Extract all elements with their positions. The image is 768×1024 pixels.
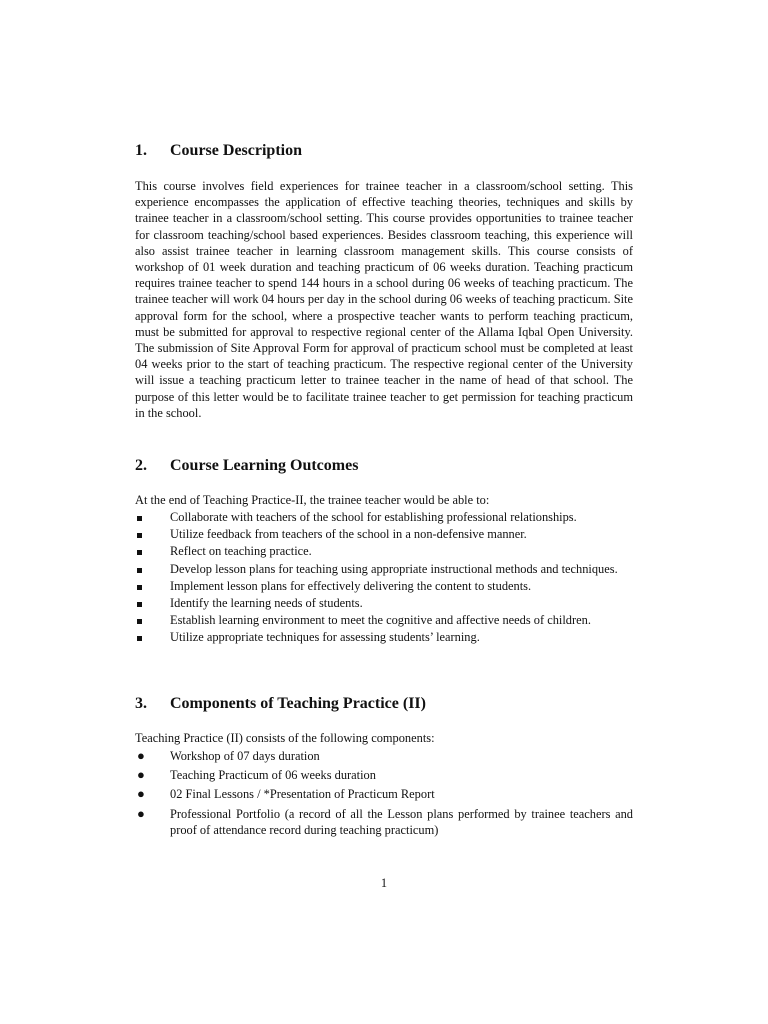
list-item: Identify the learning needs of students.: [135, 595, 633, 611]
list-item: ● Professional Portfolio (a record of all the Lesson plans performed by trainee teachers and proof of attendance record during teaching practicum): [137, 805, 633, 837]
square-bullet-icon: [137, 509, 151, 525]
round-bullet-icon: ●: [137, 767, 145, 783]
section-3-number: 3.: [135, 695, 147, 712]
section-3-heading: [135, 695, 426, 713]
round-bullet-icon: ●: [137, 805, 145, 821]
section-3-intro: Teaching Practice (II) consists of the following components:: [135, 731, 435, 745]
round-bullet-icon: ●: [137, 786, 145, 802]
list-item: Implement lesson plans for effectively delivering the content to students.: [135, 578, 633, 594]
square-bullet-icon: [137, 578, 151, 594]
section-1-title: Course Description: [170, 142, 302, 159]
list-item: Develop lesson plans for teaching using appropriate instructional methods and techniques.: [135, 561, 633, 577]
square-bullet-icon: [137, 561, 151, 577]
square-bullet-icon: [137, 629, 151, 645]
page-number: 1: [380, 876, 388, 890]
components-list: [135, 748, 633, 839]
section-1-paragraph: This course involves field experiences for trainee teacher in a classroom/school setting. This experience encompasses the application of effective teaching theories, techniques and skills by trainee teacher in a classroom/school setting. This course provides opportunities to trainee teacher for classroom teaching/school based experiences. Besides classroom teaching, this experience will also assist trainee teacher in learning classroom management skills. This course consists of workshop of 01 week duration and teaching practicum of 06 weeks duration. Teaching practicum requires trainee teacher to spend 144 hours in a school during 06 weeks of teaching practicum. The trainee teacher will work 04 hours per day in the school during 06 weeks of teaching practicum. Site approval form for the school, where a prospective teacher wants to perform teaching practicum, must be submitted for approval to respective regional center of the Allama Iqbal Open University. The submission of Site Approval Form for approval of practicum school must be completed at least 04 weeks prior to the start of teaching practicum. The respective regional center of the University will issue a teaching practicum letter to trainee teacher in the name of head of that school. The purpose of this letter would be to facilitate trainee teacher to get permission for teaching practicum in the school.: [135, 179, 633, 420]
square-bullet-icon: [137, 595, 151, 611]
learning-outcomes-list: [135, 509, 633, 647]
round-bullet-icon: ●: [137, 748, 145, 763]
list-item: Collaborate with teachers of the school for establishing professional relationships.: [135, 509, 633, 525]
list-item: ● 02 Final Lessons / *Presentation of Practicum Report: [137, 786, 435, 802]
square-bullet-icon: [137, 612, 151, 628]
list-item: Establish learning environment to meet the cognitive and affective needs of children.: [135, 612, 633, 628]
section-2-title: Course Learning Outcomes: [170, 457, 359, 474]
list-item: ● Teaching Practicum of 06 weeks duration: [137, 767, 376, 783]
list-item: ● Workshop of 07 days duration: [137, 748, 320, 763]
list-item: Utilize appropriate techniques for assessing students’ learning.: [135, 629, 633, 645]
section-2-heading: [135, 457, 358, 475]
list-item: Utilize feedback from teachers of the school in a non-defensive manner.: [135, 526, 633, 542]
list-item: Reflect on teaching practice.: [135, 543, 633, 559]
section-1-number: 1.: [135, 142, 147, 159]
square-bullet-icon: [137, 543, 151, 559]
square-bullet-icon: [137, 526, 151, 542]
section-2-intro: At the end of Teaching Practice-II, the trainee teacher would be able to:: [135, 493, 490, 507]
section-3-title: Components of Teaching Practice (II): [170, 695, 426, 712]
section-2-number: 2.: [135, 457, 147, 474]
section-1-heading: [135, 142, 302, 160]
